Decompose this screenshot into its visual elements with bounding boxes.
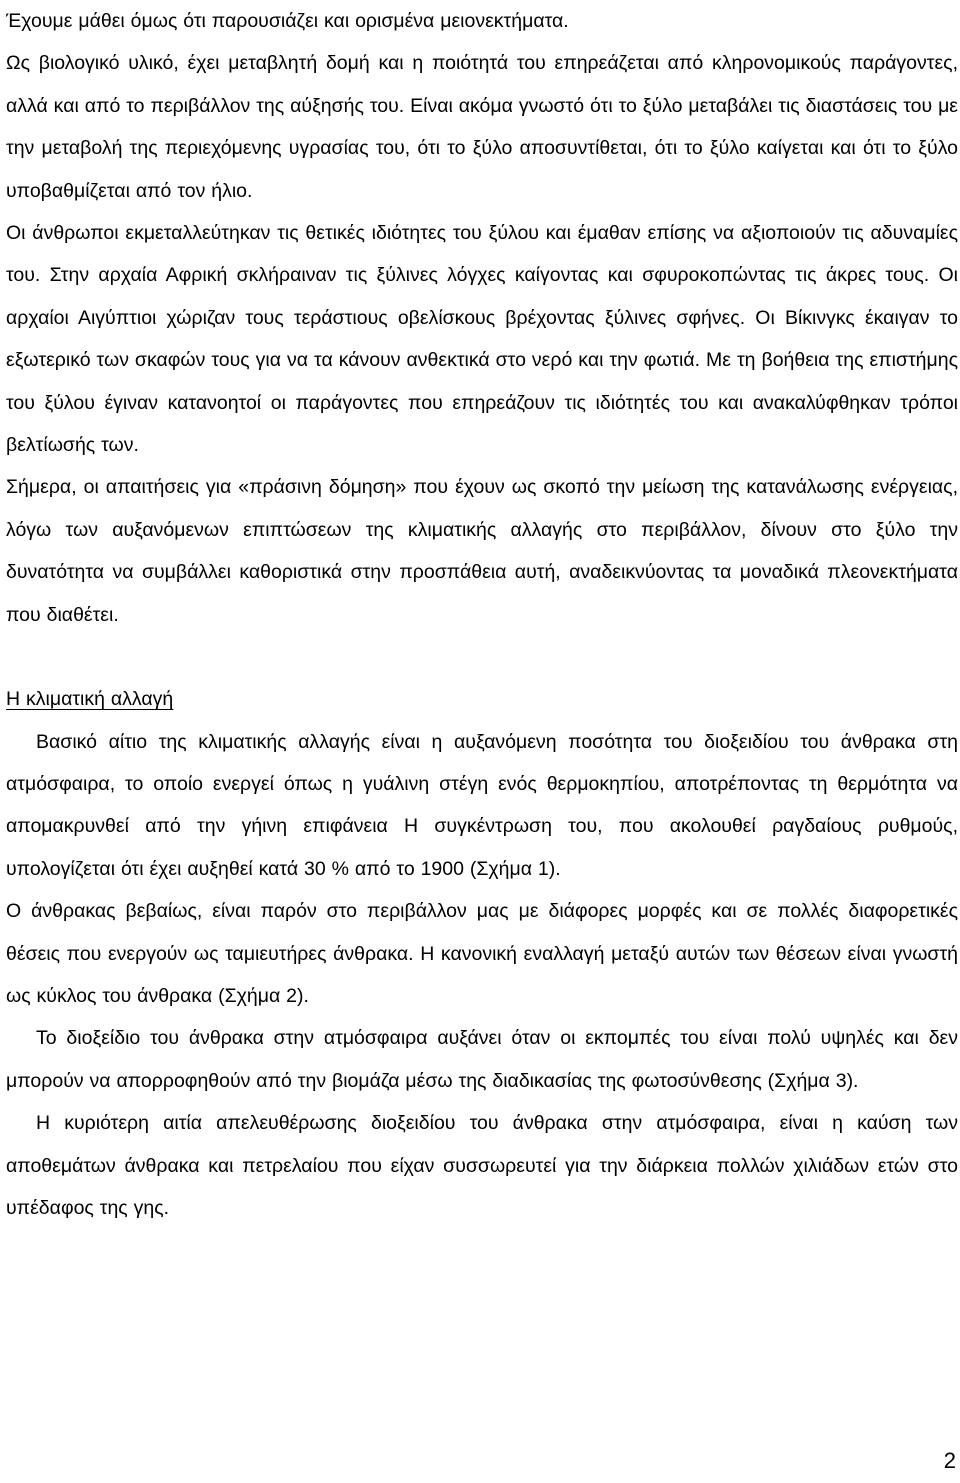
paragraph-wood-properties: Ως βιολογικό υλικό, έχει μεταβλητή δομή και η ποιότητά του επηρεάζεται από κληρονομικούς παράγοντες, αλλά και από το περιβάλλον της αύξησής του. Είναι ακόμα γνωστό ότι το ξύλο μεταβάλει τις διαστάσεις του με την μεταβολή της περιεχόμενης υγρασίας του, ότι το ξύλο αποσυντίθεται, ότι το ξύλο καίγεται και ότι το ξύλο υποβαθμίζεται από τον ήλιο. xyxy=(6,52,958,202)
paragraph-carbon-cycle: Ο άνθρακας βεβαίως, είναι παρόν στο περιβάλλον μας με διάφορες μορφές και σε πολλές διαφορετικές θέσεις που ενεργούν ως ταμιευτήρες άνθρακα. Η κανονική εναλλαγή μεταξύ αυτών των θέσεων είναι γνωστή ως κύκλος του άνθρακα (Σχήμα 2). xyxy=(6,900,958,1007)
page-number: 2 xyxy=(943,1448,956,1473)
paragraph-main-cause: Η κυριότερη αιτία απελευθέρωσης διοξειδίου του άνθρακα στην ατμόσφαιρα, είναι η καύση των αποθεμάτων άνθρακα και πετρελαίου που είχαν συσσωρευτεί για την διάρκεια πολλών χιλιάδων ετών στο υπέδαφος της γης. xyxy=(6,1112,958,1219)
section-heading: Η κλιματική αλλαγή xyxy=(6,688,174,711)
paragraph-co2-increase: Το διοξείδιο του άνθρακα στην ατμόσφαιρα αυξάνει όταν οι εκπομπές του είναι πολύ υψηλές και δεν μπορούν να απορροφηθούν από την βιομάζα μέσω της διαδικασίας της φωτοσύνθεσης (Σχήμα 3). xyxy=(6,1027,958,1092)
paragraph-intro: Έχουμε μάθει όμως ότι παρουσιάζει και ορισμένα μειονεκτήματα. xyxy=(6,10,569,32)
paragraph-climate-cause: Βασικό αίτιο της κλιματικής αλλαγής είναι η αυξανόμενη ποσότητα του διοξειδίου του άνθρακα στη ατμόσφαιρα, το οποίο ενεργεί όπως η γυάλινη στέγη ενός θερμοκηπίου, αποτρέποντας τη θερμότητα να απομακρυνθεί από την γήινη επιφάνεια Η συγκέντρωση του, που ακολουθεί ραγδαίους ρυθμούς, υπολογίζεται ότι έχει αυξηθεί κατά 30 % από το 1900 (Σχήμα 1). xyxy=(6,730,958,880)
document-body xyxy=(6,0,958,1229)
paragraph-green-building: Σήμερα, οι απαιτήσεις για «πράσινη δόμηση» που έχουν ως σκοπό την μείωση της κατανάλωσης ενέργειας, λόγω των αυξανόμενων επιπτώσεων της κλιματικής αλλαγής στο περιβάλλον, δίνουν στο ξύλο την δυνατότητα να συμβάλλει καθοριστικά στην προσπάθεια αυτή, αναδεικνύοντας τα μοναδικά πλεονεκτήματα που διαθέτει. xyxy=(6,476,958,626)
paragraph-history: Οι άνθρωποι εκμεταλλεύτηκαν τις θετικές ιδιότητες του ξύλου και έμαθαν επίσης να αξιοποιούν τις αδυναμίες του. Στην αρχαία Αφρική σκλήραιναν τις ξύλινες λόγχες καίγοντας και σφυροκοπώντας τις άκρες τους. Οι αρχαίοι Αιγύπτιοι χώριζαν τους τεράστιους οβελίσκους βρέχοντας ξύλινες σφήνες. Οι Βίκινγκς έκαιγαν το εξωτερικό των σκαφών τους για να τα κάνουν ανθεκτικά στο νερό και την φωτιά. Με τη βοήθεια της επιστήμης του ξύλου έγιναν κατανοητοί οι παράγοντες που επηρεάζουν τις ιδιότητές του και ανακαλύφθηκαν τρόποι βελτίωσής των. xyxy=(6,222,958,457)
